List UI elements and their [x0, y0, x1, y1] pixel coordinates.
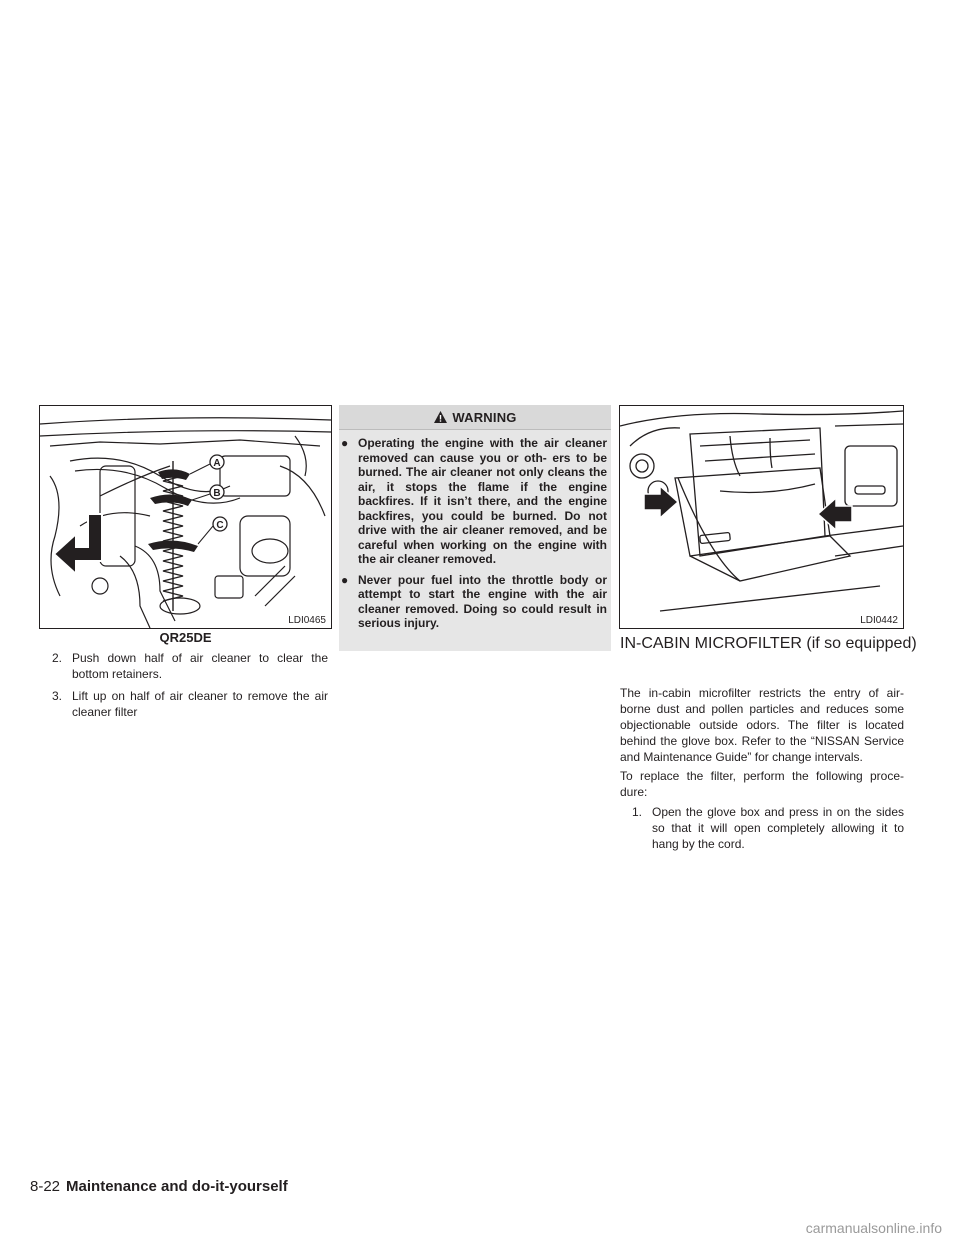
step-3: [52, 688, 328, 720]
warning-item-text: Never pour fuel into the throttle body or attempt to start the engine with the air cleaner removed. Doing so could result in serious injury.: [358, 572, 607, 630]
warning-item: [339, 573, 611, 631]
engine-air-cleaner-illustration: [39, 405, 332, 629]
warning-item-text: Operating the engine with the air cleaner removed can cause you or oth- ers to be burned. The air cleaner not only cleans the air, it stops the flame if the engine backfires. If it isn’t there, and the engine backfires, you could be burned. Do not drive with the air cleaner removed, and be careful when working on the engine with the air cleaner removed.: [358, 436, 607, 566]
warning-title-bar: [339, 405, 611, 430]
step-1: [632, 804, 904, 852]
warning-triangle-icon: [433, 410, 448, 424]
footer-section-title: Maintenance and do-it-yourself: [66, 1178, 288, 1195]
engine-bay-drawing: [40, 406, 331, 628]
step-text: Push down half of air cleaner to clear the bottom retainers.: [72, 651, 328, 681]
press-arrow-left-icon: [644, 486, 678, 518]
bullet-icon: ●: [341, 572, 349, 587]
section-paragraph: To replace the filter, perform the following proce- dure:: [620, 769, 904, 799]
figure-caption: QR25DE: [159, 630, 212, 645]
page-number: 8-22: [30, 1178, 61, 1195]
page-footer: [30, 1178, 288, 1195]
figure-code: LDI0465: [288, 615, 326, 626]
step-2: [52, 650, 328, 682]
section-paragraph: The in-cabin microfilter restricts the entry of air- borne dust and pollen particles and reduces some objectionable outside odors. The filter is located behind the glove box. Refer to the “NISSAN Service and Maintenance Guide” for change intervals.: [620, 686, 904, 764]
bullet-icon: ●: [341, 436, 349, 450]
direction-arrow-icon: [54, 514, 102, 574]
callout-c: C: [216, 520, 224, 531]
step-number: 3.: [52, 689, 63, 703]
step-text: Open the glove box and press in on the sides so that it will open completely allowing it to hang by the cord.: [652, 805, 904, 851]
warning-item: [339, 436, 611, 567]
figure-code: LDI0442: [860, 615, 898, 626]
section-heading: IN-CABIN MICROFILTER (if so equipped): [620, 635, 917, 652]
step-number: 1.: [632, 805, 643, 819]
callout-a: A: [213, 458, 221, 469]
warning-box: [339, 405, 611, 651]
step-number: 2.: [52, 651, 63, 665]
callout-b: B: [213, 488, 221, 499]
glove-box-drawing: [620, 406, 903, 628]
step-text: Lift up on half of air cleaner to remove the air cleaner filter: [72, 689, 328, 719]
warning-title: WARNING: [452, 409, 517, 425]
glove-box-illustration: [619, 405, 904, 629]
watermark: carmanualsonline.info: [805, 1220, 942, 1236]
